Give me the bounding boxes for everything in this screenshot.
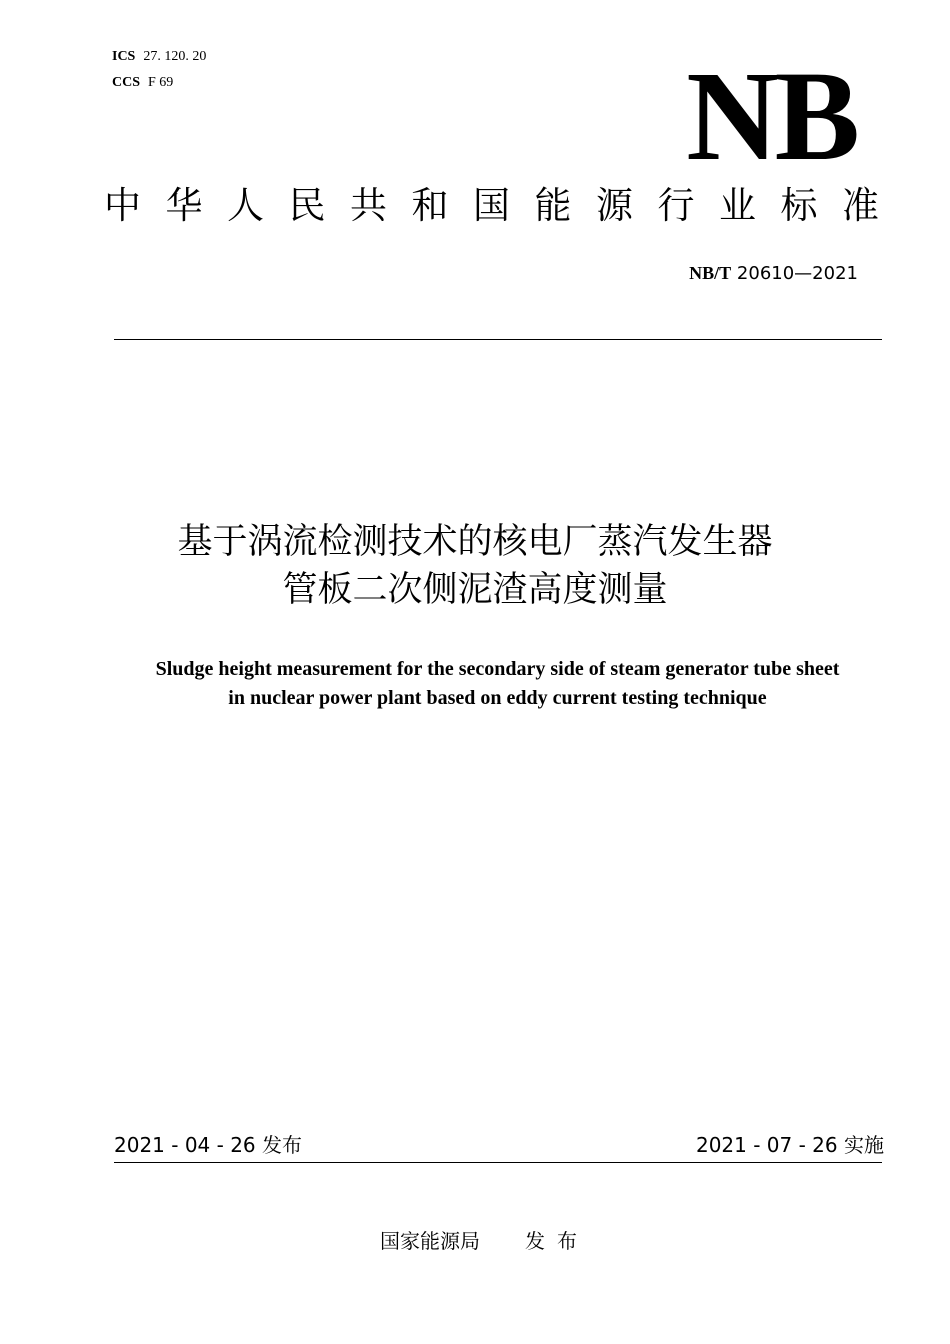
ics-value: 27. 120. 20 — [143, 49, 207, 64]
category-char: 业 — [719, 184, 756, 227]
category-char: 中 — [104, 184, 141, 227]
ics-label: ICS — [112, 49, 136, 64]
implementation-date: 2021 - 07 - 26 实施 — [695, 1133, 884, 1157]
standard-category — [104, 186, 879, 226]
standard-number-prefix: NB/T — [689, 263, 732, 283]
category-char: 源 — [596, 184, 633, 227]
english-title-line-2: in nuclear power plant based on eddy current testing technique — [228, 687, 767, 709]
nb-logo: NB — [686, 45, 856, 187]
footer-divider — [114, 1162, 882, 1163]
category-char: 民 — [288, 184, 326, 227]
category-char: 华 — [165, 184, 203, 227]
ccs-label: CCS — [112, 75, 141, 90]
issue-date: 2021 - 04 - 26 发布 — [114, 1133, 303, 1157]
publisher-line — [380, 1229, 589, 1253]
header-divider — [114, 339, 882, 340]
standard-number — [689, 262, 858, 285]
category-char: 行 — [657, 184, 695, 227]
category-char: 人 — [227, 184, 264, 227]
category-char: 标 — [780, 184, 818, 227]
publish-label: 发布 — [525, 1229, 589, 1253]
category-char: 能 — [534, 184, 572, 227]
category-char: 和 — [411, 184, 449, 227]
category-char: 准 — [842, 184, 879, 227]
category-char: 国 — [473, 184, 510, 227]
chinese-title-line-1: 基于涡流检测技术的核电厂蒸汽发生器 — [177, 522, 773, 562]
english-title — [0, 655, 950, 713]
chinese-title — [0, 518, 950, 614]
english-title-line-1: Sludge height measurement for the secondary side of steam generator tube sheet — [155, 658, 840, 680]
ccs-code — [112, 74, 173, 91]
chinese-title-line-2: 管板二次侧泥渣高度测量 — [282, 570, 668, 610]
ics-code — [112, 48, 206, 65]
publisher-name: 国家能源局 — [380, 1229, 480, 1253]
ccs-value: F 69 — [148, 75, 174, 90]
category-char: 共 — [350, 184, 387, 227]
standard-number-value: 20610—2021 — [736, 263, 858, 284]
